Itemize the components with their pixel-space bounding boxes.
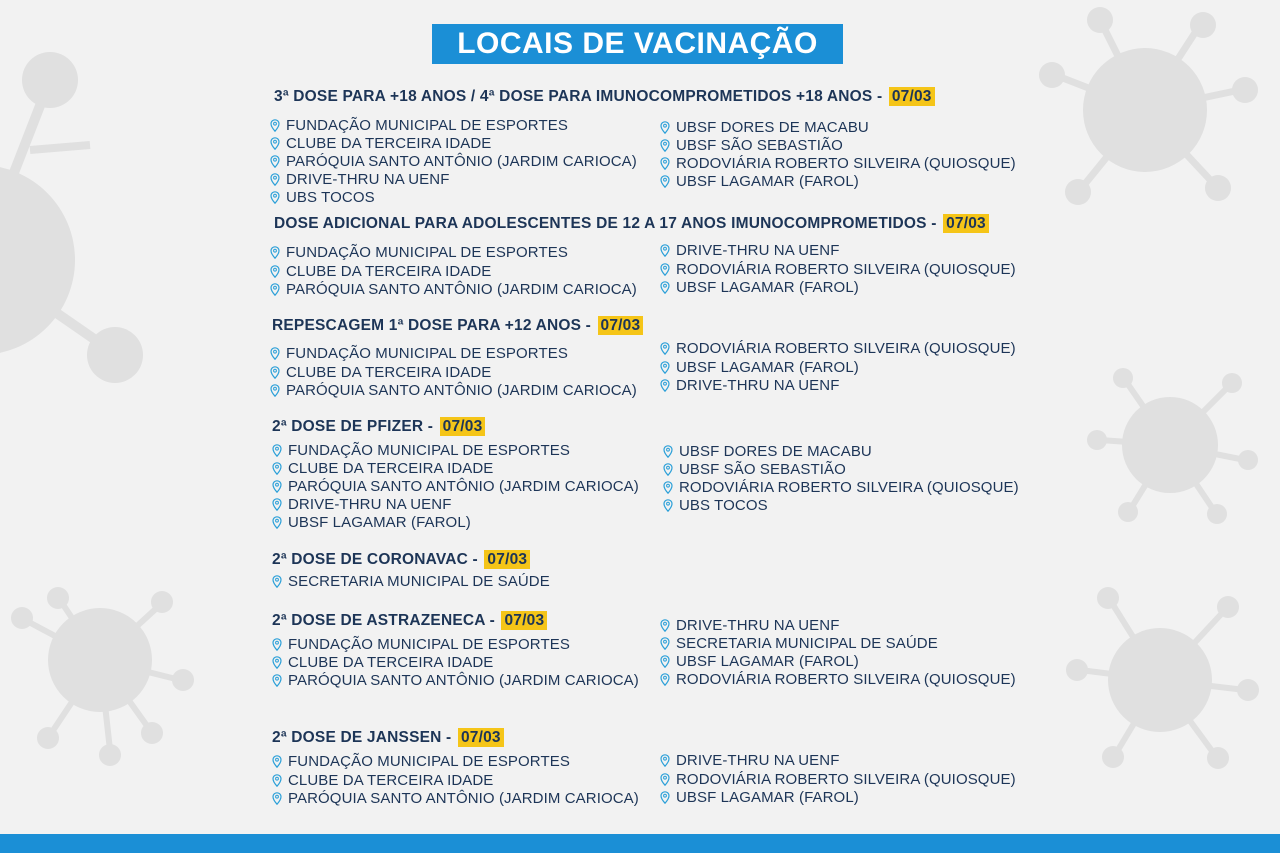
map-pin-icon — [272, 755, 282, 768]
map-pin-icon — [660, 655, 670, 668]
location-item — [272, 790, 639, 807]
location-label: UBSF LAGAMAR (FAROL) — [676, 789, 859, 806]
location-label: UBSF LAGAMAR (FAROL) — [676, 173, 859, 190]
map-pin-icon — [660, 121, 670, 134]
location-item — [660, 261, 1016, 278]
date-badge: 07/03 — [943, 214, 989, 233]
location-item — [272, 496, 451, 513]
map-pin-icon — [272, 462, 282, 475]
location-label: PARÓQUIA SANTO ANTÔNIO (JARDIM CARIOCA) — [286, 382, 637, 399]
location-label: DRIVE-THRU NA UENF — [676, 242, 840, 259]
location-item — [272, 636, 570, 653]
map-pin-icon — [272, 575, 282, 588]
location-item — [272, 460, 493, 477]
location-label: RODOVIÁRIA ROBERTO SILVEIRA (QUIOSQUE) — [676, 260, 1016, 278]
location-item — [272, 772, 493, 789]
date-badge: 07/03 — [889, 87, 935, 106]
map-pin-icon — [270, 366, 280, 379]
location-label: CLUBE DA TERCEIRA IDADE — [286, 363, 492, 381]
map-pin-icon — [660, 773, 670, 786]
bottom-bar — [0, 834, 1280, 853]
location-label: DRIVE-THRU NA UENF — [288, 496, 452, 513]
map-pin-icon — [272, 516, 282, 529]
location-item — [272, 654, 493, 671]
location-label: PARÓQUIA SANTO ANTÔNIO (JARDIM CARIOCA) — [286, 281, 637, 298]
location-item — [660, 377, 839, 394]
location-label: RODOVIÁRIA ROBERTO SILVEIRA (QUIOSQUE) — [679, 479, 1019, 496]
section-heading-text: 2ª DOSE DE CORONAVAC - — [272, 551, 483, 568]
location-label: UBSF SÃO SEBASTIÃO — [676, 137, 843, 154]
map-pin-icon — [270, 265, 280, 278]
location-item — [660, 137, 843, 154]
map-pin-icon — [272, 444, 282, 457]
location-item — [660, 635, 938, 652]
location-item — [660, 279, 859, 296]
section-heading — [272, 612, 547, 630]
location-item — [272, 672, 639, 689]
location-label: RODOVIÁRIA ROBERTO SILVEIRA (QUIOSQUE) — [676, 770, 1016, 788]
location-item — [663, 479, 1019, 496]
map-pin-icon — [272, 480, 282, 493]
location-label: SECRETARIA MUNICIPAL DE SAÚDE — [288, 573, 550, 590]
map-pin-icon — [270, 283, 280, 296]
location-label: RODOVIÁRIA ROBERTO SILVEIRA (QUIOSQUE) — [676, 340, 1016, 357]
location-item — [663, 497, 768, 514]
section-heading-text: 2ª DOSE DE PFIZER - — [272, 418, 438, 435]
section-heading — [272, 551, 530, 569]
map-pin-icon — [660, 619, 670, 632]
map-pin-icon — [663, 463, 673, 476]
location-item — [660, 340, 1016, 357]
location-label: FUNDAÇÃO MUNICIPAL DE ESPORTES — [286, 345, 568, 362]
map-pin-icon — [272, 656, 282, 669]
location-label: UBSF LAGAMAR (FAROL) — [676, 358, 859, 376]
map-pin-icon — [663, 499, 673, 512]
location-label: CLUBE DA TERCEIRA IDADE — [286, 262, 492, 280]
location-item — [270, 382, 637, 399]
location-label: PARÓQUIA SANTO ANTÔNIO (JARDIM CARIOCA) — [286, 153, 637, 170]
map-pin-icon — [270, 384, 280, 397]
location-item — [663, 443, 872, 460]
section-heading — [274, 88, 935, 106]
location-item — [660, 653, 859, 670]
map-pin-icon — [660, 673, 670, 686]
location-label: UBS TOCOS — [286, 189, 375, 206]
location-item — [663, 461, 846, 478]
location-item — [270, 345, 568, 362]
date-badge: 07/03 — [501, 611, 547, 630]
location-label: SECRETARIA MUNICIPAL DE SAÚDE — [676, 635, 938, 652]
map-pin-icon — [660, 637, 670, 650]
map-pin-icon — [270, 119, 280, 132]
map-pin-icon — [270, 155, 280, 168]
section-heading-text: REPESCAGEM 1ª DOSE PARA +12 ANOS - — [272, 317, 596, 334]
location-item — [270, 171, 449, 188]
section-heading — [274, 215, 989, 233]
location-label: CLUBE DA TERCEIRA IDADE — [288, 460, 494, 477]
map-pin-icon — [660, 263, 670, 276]
location-item — [660, 173, 859, 190]
location-label: CLUBE DA TERCEIRA IDADE — [288, 654, 494, 671]
location-label: PARÓQUIA SANTO ANTÔNIO (JARDIM CARIOCA) — [288, 790, 639, 807]
location-item — [270, 364, 491, 381]
section-heading — [272, 317, 643, 335]
map-pin-icon — [660, 379, 670, 392]
map-pin-icon — [660, 361, 670, 374]
location-label: RODOVIÁRIA ROBERTO SILVEIRA (QUIOSQUE) — [676, 671, 1016, 688]
location-item — [660, 119, 869, 136]
location-item — [660, 752, 839, 769]
location-label: FUNDAÇÃO MUNICIPAL DE ESPORTES — [286, 244, 568, 261]
location-item — [272, 478, 639, 495]
location-item — [660, 242, 839, 259]
location-item — [272, 753, 570, 770]
location-item — [660, 155, 1016, 172]
date-badge: 07/03 — [458, 728, 504, 747]
section-heading — [272, 418, 485, 436]
map-pin-icon — [660, 281, 670, 294]
map-pin-icon — [663, 445, 673, 458]
location-item — [660, 771, 1016, 788]
location-item — [270, 135, 491, 152]
date-badge: 07/03 — [484, 550, 530, 569]
location-item — [272, 442, 570, 459]
location-item — [270, 263, 491, 280]
location-label: DRIVE-THRU NA UENF — [676, 377, 840, 394]
date-badge: 07/03 — [598, 316, 644, 335]
map-pin-icon — [272, 774, 282, 787]
location-label: UBS TOCOS — [679, 497, 768, 514]
map-pin-icon — [272, 638, 282, 651]
location-item — [660, 789, 859, 806]
location-item — [660, 359, 859, 376]
location-label: DRIVE-THRU NA UENF — [286, 171, 450, 188]
location-label: UBSF DORES DE MACABU — [679, 443, 872, 460]
location-item — [270, 117, 568, 134]
section-heading-text: 3ª DOSE PARA +18 ANOS / 4ª DOSE PARA IMUNOCOMPROMETIDOS +18 ANOS - — [274, 88, 887, 105]
location-label: UBSF LAGAMAR (FAROL) — [288, 514, 471, 531]
location-label: UBSF SÃO SEBASTIÃO — [679, 461, 846, 478]
map-pin-icon — [272, 792, 282, 805]
location-label: UBSF LAGAMAR (FAROL) — [676, 653, 859, 670]
map-pin-icon — [660, 244, 670, 257]
location-label: DRIVE-THRU NA UENF — [676, 752, 840, 769]
map-pin-icon — [660, 139, 670, 152]
map-pin-icon — [660, 175, 670, 188]
location-label: DRIVE-THRU NA UENF — [676, 617, 840, 634]
map-pin-icon — [660, 791, 670, 804]
page-title: LOCAIS DE VACINAÇÃO — [432, 24, 843, 64]
location-label: FUNDAÇÃO MUNICIPAL DE ESPORTES — [288, 636, 570, 653]
location-item — [272, 514, 471, 531]
location-item — [270, 189, 375, 206]
location-item — [270, 244, 568, 261]
map-pin-icon — [660, 754, 670, 767]
location-label: PARÓQUIA SANTO ANTÔNIO (JARDIM CARIOCA) — [288, 478, 639, 495]
date-badge: 07/03 — [440, 417, 486, 436]
location-label: UBSF DORES DE MACABU — [676, 119, 869, 136]
location-item — [660, 617, 839, 634]
location-label: UBSF LAGAMAR (FAROL) — [676, 279, 859, 296]
location-label: FUNDAÇÃO MUNICIPAL DE ESPORTES — [288, 442, 570, 459]
map-pin-icon — [270, 191, 280, 204]
section-heading-text: 2ª DOSE DE ASTRAZENECA - — [272, 612, 500, 629]
location-item — [270, 281, 637, 298]
location-label: CLUBE DA TERCEIRA IDADE — [286, 135, 492, 152]
location-label: FUNDAÇÃO MUNICIPAL DE ESPORTES — [288, 753, 570, 770]
location-label: CLUBE DA TERCEIRA IDADE — [288, 771, 494, 789]
map-pin-icon — [270, 137, 280, 150]
map-pin-icon — [270, 246, 280, 259]
map-pin-icon — [272, 674, 282, 687]
location-item — [660, 671, 1016, 688]
location-item — [272, 573, 550, 590]
map-pin-icon — [660, 342, 670, 355]
location-label: PARÓQUIA SANTO ANTÔNIO (JARDIM CARIOCA) — [288, 672, 639, 689]
section-heading — [272, 729, 504, 747]
map-pin-icon — [663, 481, 673, 494]
location-label: FUNDAÇÃO MUNICIPAL DE ESPORTES — [286, 117, 568, 134]
location-label: RODOVIÁRIA ROBERTO SILVEIRA (QUIOSQUE) — [676, 155, 1016, 172]
section-heading-text: DOSE ADICIONAL PARA ADOLESCENTES DE 12 A 17 ANOS IMUNOCOMPROMETIDOS - — [274, 215, 942, 232]
map-pin-icon — [272, 498, 282, 511]
map-pin-icon — [270, 347, 280, 360]
map-pin-icon — [270, 173, 280, 186]
section-heading-text: 2ª DOSE DE JANSSEN - — [272, 729, 456, 746]
map-pin-icon — [660, 157, 670, 170]
location-item — [270, 153, 637, 170]
